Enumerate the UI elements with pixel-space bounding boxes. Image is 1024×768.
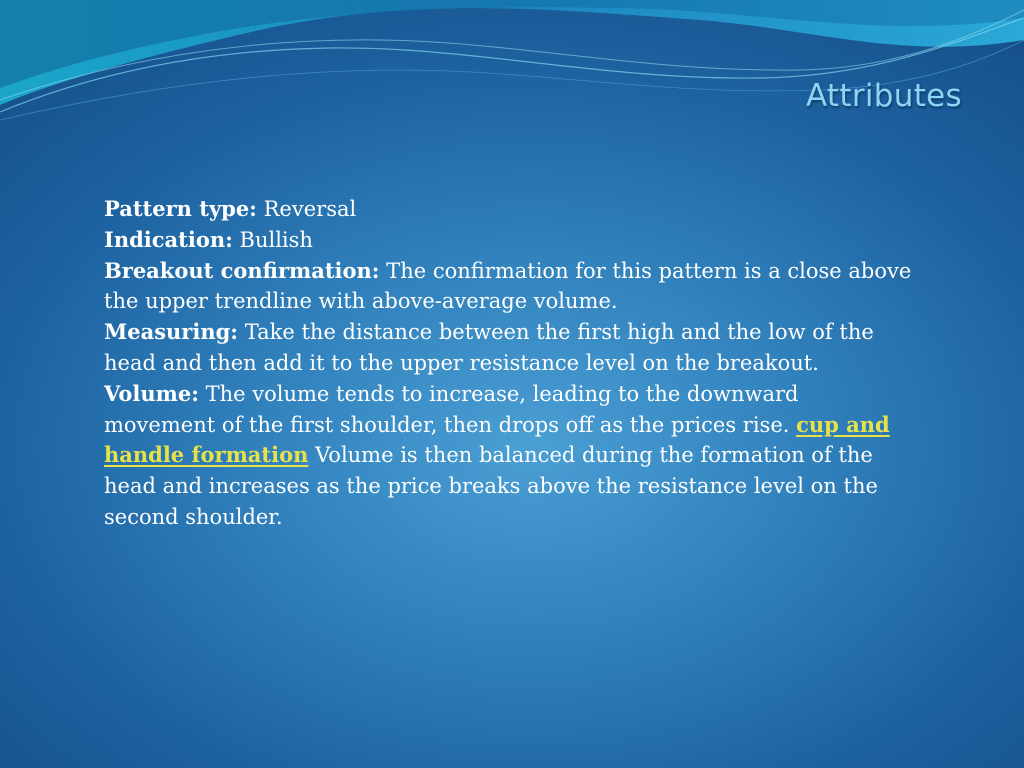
breakout-line [104,256,914,318]
volume-value-after-link: Volume is then balanced during the formation of the head and increases as the price breaks above the resistance level on the second shoulder. [104,443,878,529]
indication-value: Bullish [239,227,313,252]
indication-label: Indication: [104,226,233,252]
cup-and-handle-link[interactable]: cup and handle formation [104,411,890,468]
pattern-type-value: Reversal [263,197,357,221]
volume-label: Volume: [104,380,199,406]
header-wave-decoration [0,0,1024,140]
measuring-line [104,317,914,379]
breakout-label: Breakout confirmation: [104,257,380,283]
measuring-value: Take the distance between the first high and the low of the head and then add it to the upper resistance level on the breakout. [104,320,874,375]
pattern-type-label: Pattern type: [104,196,257,221]
attributes-content [104,194,914,533]
slide-title: Attributes [805,78,962,114]
volume-value-before-link: The volume tends to increase, leading to the downward movement of the first shoulder, then drops off as the prices rise. [104,381,799,437]
indication-line [104,225,914,256]
pattern-type-line [104,194,914,225]
measuring-label: Measuring: [104,319,239,345]
breakout-value: The confirmation for this pattern is a close above the upper trendline with above-average volume. [104,258,912,314]
volume-line [104,379,914,533]
